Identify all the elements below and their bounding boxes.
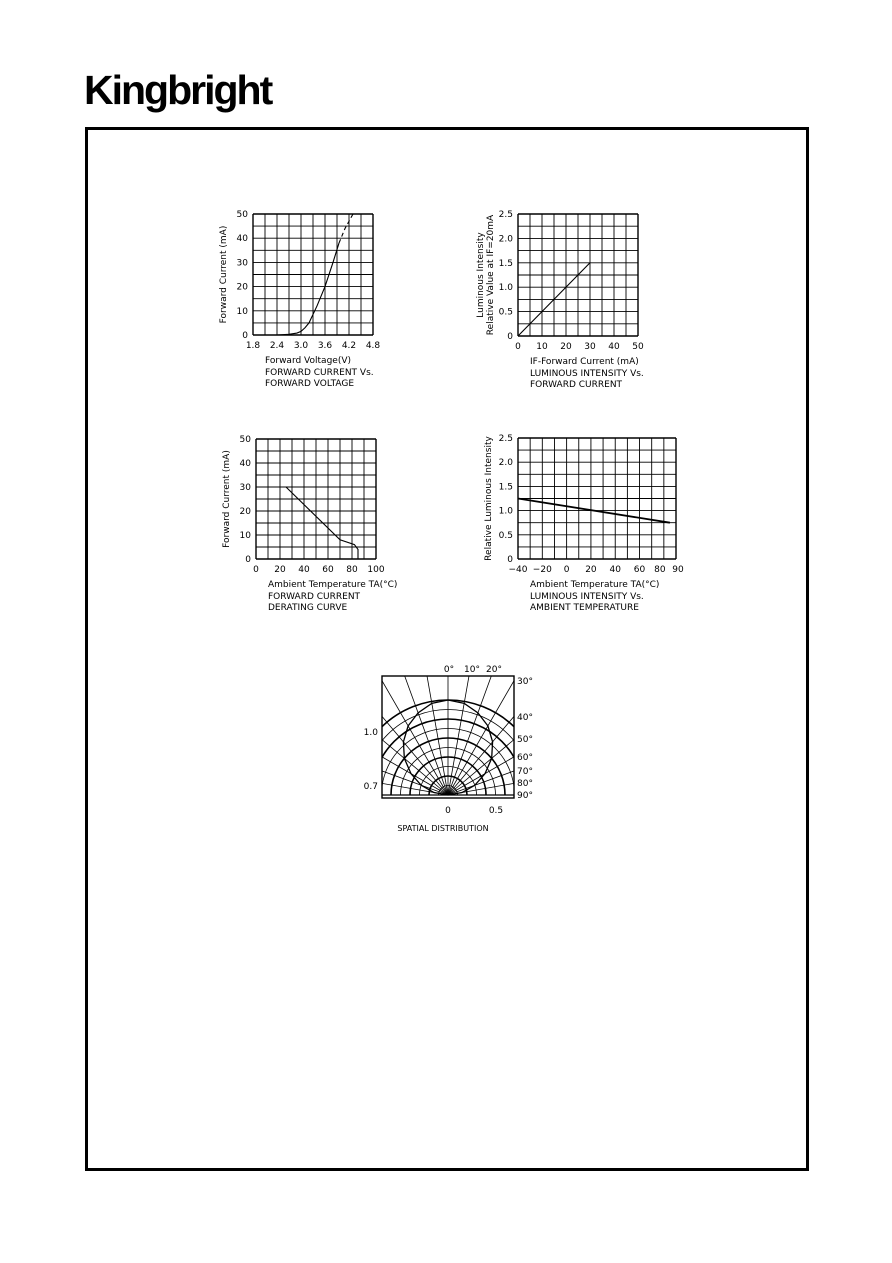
derating-chart: [222, 435, 397, 613]
angle-label: 40°: [517, 713, 533, 723]
chart-caption: LUMINOUS INTENSITY Vs.: [530, 592, 644, 602]
x-axis-label: Ambient Temperature TA(°C): [530, 580, 660, 590]
y-tick-label: 40: [239, 459, 251, 469]
x-tick-label: 40: [608, 342, 620, 352]
y-tick-label: 10: [236, 306, 248, 317]
spatial-grid: [248, 595, 648, 795]
y-tick-label: 0: [507, 555, 513, 565]
chart-caption: AMBIENT TEMPERATURE: [530, 603, 639, 613]
x-tick-label: 80: [346, 565, 358, 575]
y-axis-label: Relative Luminous Intensity: [484, 436, 494, 561]
chart-caption: LUMINOUS INTENSITY Vs.: [530, 369, 644, 379]
y-tick-label: 2.0: [498, 458, 513, 469]
x-tick-label: 0: [253, 565, 259, 575]
radius-label: 1.0: [363, 728, 378, 738]
radius-label: 0: [445, 806, 451, 816]
y-tick-label: 30: [236, 258, 248, 269]
x-tick-label: 4.8: [365, 341, 381, 351]
y-tick-label: 20: [239, 507, 251, 517]
x-tick-label: 40: [609, 565, 621, 575]
y-axis-label: Forward Current (mA): [222, 450, 232, 548]
x-tick-label: 90: [672, 565, 684, 575]
angle-label: 60°: [517, 753, 533, 763]
radius-label: 0.7: [363, 782, 378, 792]
angle-label: 70°: [517, 767, 533, 777]
x-tick-label: 40: [298, 565, 310, 575]
x-axis-label: Ambient Temperature TA(°C): [268, 580, 398, 590]
y-axis-label: Relative Value at IF=20mA: [486, 214, 496, 336]
y-axis-label: Forward Current (mA): [219, 225, 229, 324]
x-axis-label: IF-Forward Current (mA): [530, 357, 639, 367]
series-line: [277, 243, 339, 335]
y-tick-label: 1.5: [498, 258, 513, 269]
y-tick-label: 1.0: [498, 283, 513, 294]
spatial-chart: [248, 595, 648, 833]
brand-logo: Kingbright: [84, 67, 272, 113]
y-tick-label: 50: [239, 435, 251, 445]
angle-label: 10°: [464, 665, 480, 675]
chart-caption: SPATIAL DISTRIBUTION: [397, 824, 489, 833]
li_ta-chart: [484, 434, 684, 613]
angle-label: 90°: [517, 791, 533, 801]
y-tick-label: 0: [245, 555, 251, 565]
y-axis-label: Luminous Intensity: [476, 232, 486, 318]
chart-caption: FORWARD VOLTAGE: [265, 379, 355, 389]
x-tick-label: 100: [367, 565, 385, 575]
chart-caption: FORWARD CURRENT: [530, 380, 623, 390]
x-tick-label: 60: [633, 565, 646, 575]
y-tick-label: 50: [236, 210, 248, 220]
angle-label: 50°: [517, 735, 533, 745]
x-tick-label: 80: [654, 565, 666, 575]
li_if-chart: [476, 210, 644, 390]
x-tick-label: 20: [585, 565, 597, 575]
angle-label: 80°: [517, 779, 533, 789]
x-tick-label: −20: [532, 565, 552, 575]
x-tick-label: 60: [322, 565, 334, 575]
y-tick-label: 1.5: [498, 482, 513, 493]
x-tick-label: 1.8: [245, 341, 261, 351]
y-tick-label: 0.5: [498, 307, 513, 318]
x-tick-label: 0: [515, 342, 521, 352]
x-tick-label: 20: [560, 342, 572, 352]
y-tick-label: 0.5: [498, 530, 513, 541]
angle-label: 0°: [443, 665, 455, 675]
x-axis-label: Forward Voltage(V): [265, 356, 351, 366]
y-tick-label: 10: [239, 531, 251, 541]
chart-caption: FORWARD CURRENT Vs.: [265, 368, 374, 378]
x-tick-label: 3.6: [317, 341, 333, 351]
x-tick-label: 2.4: [269, 341, 285, 351]
y-tick-label: 2.5: [498, 210, 513, 220]
x-tick-label: 20: [274, 565, 286, 575]
y-tick-label: 30: [239, 483, 251, 493]
angle-label: 30°: [517, 677, 533, 687]
y-tick-label: 2.5: [498, 434, 513, 444]
y-tick-label: 20: [236, 282, 248, 293]
x-tick-label: 10: [536, 342, 548, 352]
x-tick-label: 0: [563, 565, 570, 575]
y-tick-label: 0: [507, 332, 513, 342]
x-tick-label: 3.0: [293, 341, 309, 351]
chart-caption: FORWARD CURRENT: [268, 592, 361, 602]
x-tick-label: 50: [632, 342, 644, 352]
y-tick-label: 0: [242, 331, 248, 341]
series-line: [339, 214, 353, 243]
x-tick-label: 30: [584, 342, 596, 352]
x-tick-label: 4.2: [341, 341, 357, 351]
angle-label: 20°: [486, 665, 502, 675]
y-tick-label: 40: [236, 234, 248, 245]
chart-caption: DERATING CURVE: [268, 603, 348, 613]
y-tick-label: 1.0: [498, 506, 513, 517]
fv-chart: [219, 210, 380, 389]
x-tick-label: −40: [508, 565, 528, 575]
radius-label: 0.5: [488, 806, 504, 816]
y-tick-label: 2.0: [498, 234, 513, 245]
